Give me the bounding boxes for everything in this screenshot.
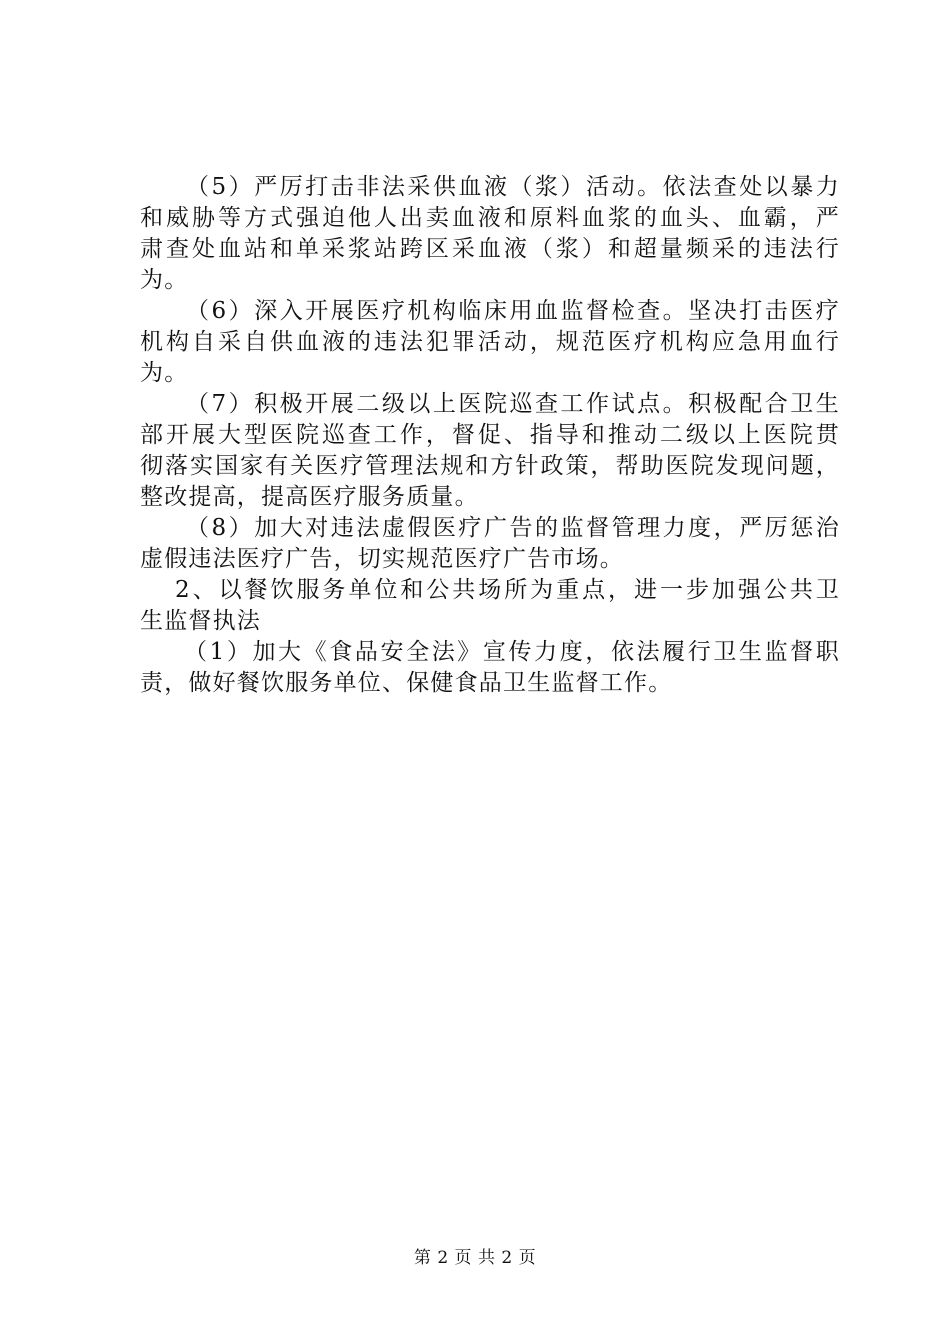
text-line: （1）加大《食品安全法》宣传力度，依法履行卫生监督职	[184, 639, 840, 665]
paragraph-item-5	[140, 172, 840, 296]
text-line: 部开展大型医院巡查工作，督促、指导和推动二级以上医院贯	[140, 422, 840, 448]
text-line: 为。	[140, 360, 189, 386]
paragraph-item-1	[140, 637, 840, 699]
text-line: 彻落实国家有关医疗管理法规和方针政策，帮助医院发现问题，	[140, 453, 840, 479]
document-body	[140, 172, 840, 699]
text-line: （8）加大对违法虚假医疗广告的监督管理力度，严厉惩治	[186, 515, 840, 541]
text-line: 和威胁等方式强迫他人出卖血液和原料血浆的血头、血霸，严	[140, 205, 840, 231]
paragraph-item-6	[140, 296, 840, 389]
text-line: 肃查处血站和单采浆站跨区采血液（浆）和超量频采的违法行	[140, 236, 840, 262]
text-line: 生监督执法	[140, 608, 261, 634]
text-line: （6）深入开展医疗机构临床用血监督检查。坚决打击医疗	[186, 298, 840, 324]
text-line: 整改提高，提高医疗服务质量。	[140, 484, 479, 510]
text-line: 2、以餐饮服务单位和公共场所为重点，进一步加强公共卫	[175, 577, 840, 603]
text-line: 虚假违法医疗广告，切实规范医疗广告市场。	[140, 546, 624, 572]
text-line: 为。	[140, 267, 189, 293]
page-footer: 第 2 页 共 2 页	[413, 1248, 537, 1268]
text-line: （5）严厉打击非法采供血液（浆）活动。依法查处以暴力	[186, 174, 840, 200]
text-line: 机构自采自供血液的违法犯罪活动，规范医疗机构应急用血行	[140, 329, 840, 355]
text-line: （7）积极开展二级以上医院巡查工作试点。积极配合卫生	[186, 391, 840, 417]
paragraph-item-8	[140, 513, 840, 575]
text-line: 责，做好餐饮服务单位、保健食品卫生监督工作。	[140, 670, 673, 696]
section-heading-2	[140, 575, 840, 637]
paragraph-item-7	[140, 389, 840, 513]
